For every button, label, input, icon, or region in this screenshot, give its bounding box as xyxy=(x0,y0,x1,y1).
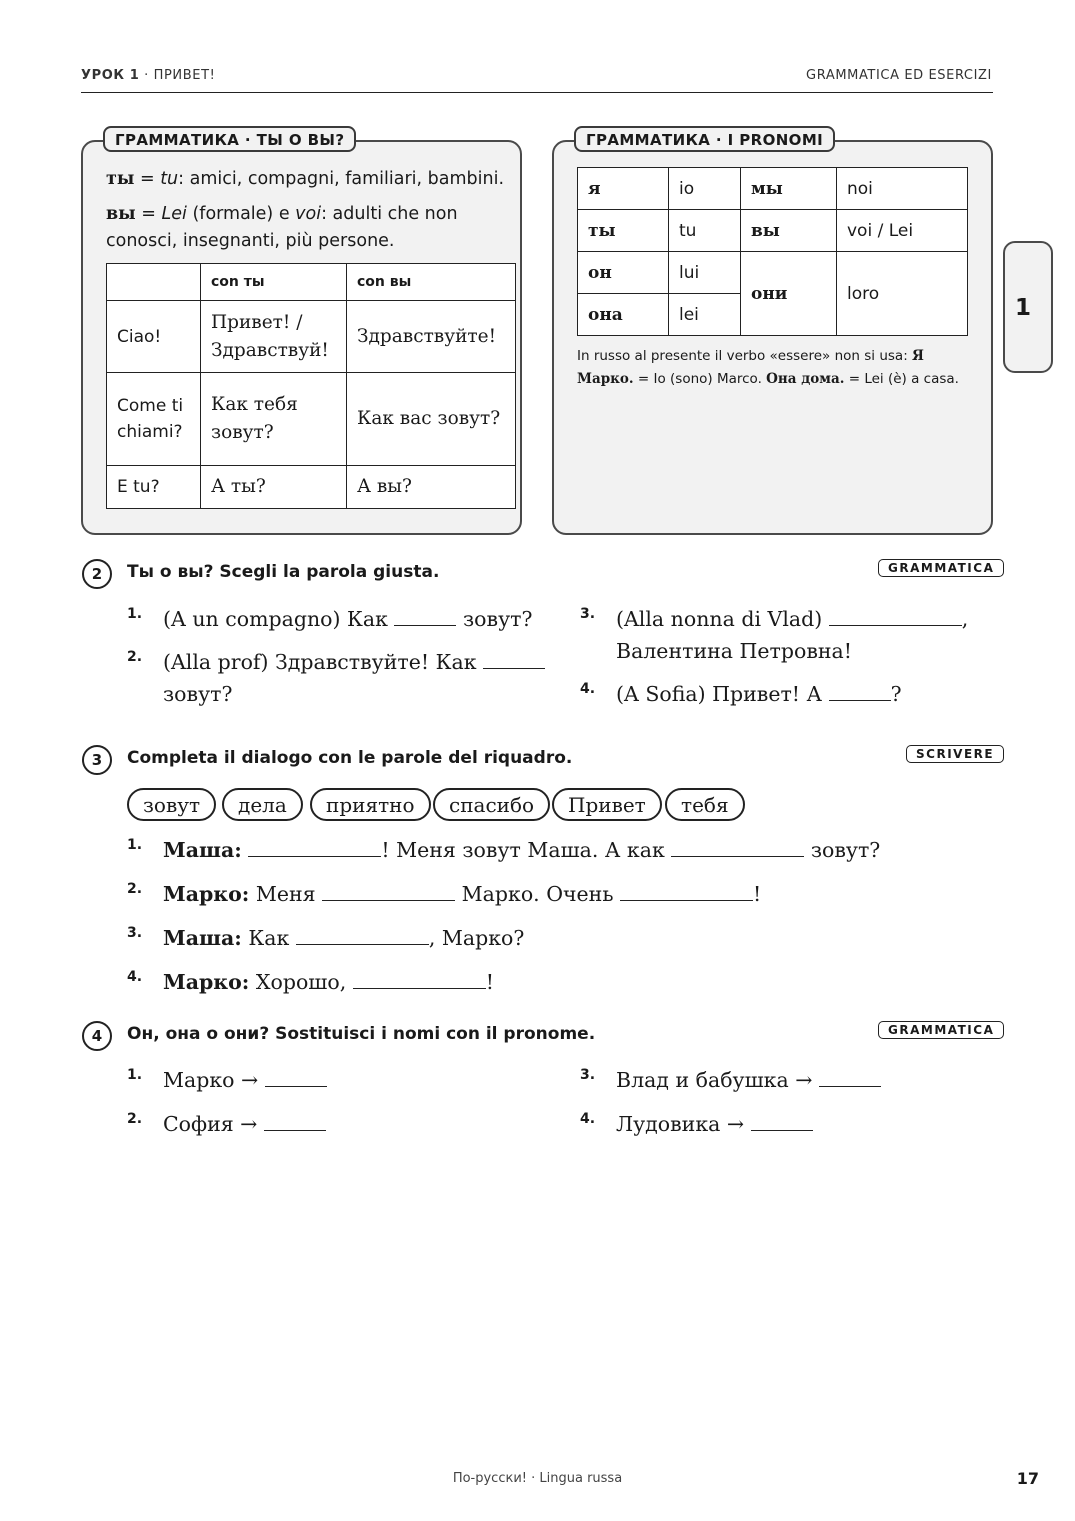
note-translation-1: = Io (sono) Marco. xyxy=(633,371,767,387)
exercise-3-number: 3 xyxy=(82,745,112,775)
answer-blank[interactable] xyxy=(829,682,891,701)
running-header-left xyxy=(81,68,215,83)
exercise-2-item-3 xyxy=(616,603,968,635)
footer-title: По-русски! · Lingua russa xyxy=(452,1471,623,1486)
lesson-label: УРОК 1 xyxy=(81,68,140,83)
exercise-3-item-3 xyxy=(163,922,524,954)
item-number: 3. xyxy=(580,606,596,622)
word-bank-item[interactable]: дела xyxy=(222,788,303,821)
answer-blank[interactable] xyxy=(751,1112,813,1131)
table-cell: я xyxy=(578,168,669,210)
exercise-2-item-1 xyxy=(163,603,532,635)
answer-blank[interactable] xyxy=(248,838,381,857)
word-bank-item[interactable]: тебя xyxy=(665,788,745,821)
word-bank-item[interactable]: спасибо xyxy=(433,788,550,821)
item-text: (A Sofia) Привет! А xyxy=(616,682,823,706)
item-text: Марко. Очень xyxy=(461,882,614,906)
vy-usage: : adulti che non conosci, insegnanti, più persone. xyxy=(106,204,458,251)
exercise-4-title: Он, она о они? Sostituisci i nomi con il pronome. xyxy=(127,1024,596,1044)
vy-word: вы xyxy=(106,204,136,224)
table-cell: lui xyxy=(669,252,741,294)
exercise-3-item-1 xyxy=(163,834,880,866)
table-header-cell: con вы xyxy=(347,264,516,301)
item-text: , xyxy=(961,607,969,631)
exercise-4-item-2 xyxy=(163,1108,326,1140)
exercise-4-badge: GRAMMATICA xyxy=(878,1021,1004,1039)
item-text: Меня xyxy=(255,882,316,906)
table-cell: Как вас зовут? xyxy=(347,373,516,466)
item-number: 3. xyxy=(580,1067,596,1083)
item-text: Как xyxy=(248,926,290,950)
speaker: Маша: xyxy=(163,838,242,862)
item-text: ! Меня зовут Маша. А как xyxy=(381,838,665,862)
item-text: Лудовика → xyxy=(616,1112,745,1136)
item-text: (Alla nonna di Vlad) xyxy=(616,607,823,631)
table-row xyxy=(578,210,968,252)
ty-italian: tu xyxy=(160,169,179,189)
vy-italian-voi: voi xyxy=(295,204,322,224)
exercise-4-item-1 xyxy=(163,1064,327,1096)
table-cell: Come ti chiami? xyxy=(107,373,201,466)
side-tab-number: 1 xyxy=(1015,295,1032,321)
item-number: 2. xyxy=(127,649,143,665)
answer-blank[interactable] xyxy=(483,650,545,669)
exercise-3-badge: SCRIVERE xyxy=(906,745,1004,763)
item-number: 4. xyxy=(580,1111,596,1127)
answer-blank[interactable] xyxy=(829,607,962,626)
vy-formal: (formale) e xyxy=(186,204,296,224)
speaker: Маша: xyxy=(163,926,242,950)
item-number: 2. xyxy=(127,1111,143,1127)
exercise-3-item-4 xyxy=(163,966,494,998)
header-rule xyxy=(81,92,993,93)
item-text: (Alla prof) Здравствуйте! Как xyxy=(163,650,477,674)
item-number: 4. xyxy=(127,969,143,985)
ty-definition xyxy=(106,166,506,193)
item-text: , Марко? xyxy=(428,926,525,950)
table-cell: Здравствуйте! xyxy=(347,301,516,373)
table-cell: Ciao! xyxy=(107,301,201,373)
table-cell: ты xyxy=(578,210,669,252)
exercise-2-item-2 xyxy=(163,646,545,678)
item-text: ! xyxy=(753,882,762,906)
item-number: 1. xyxy=(127,837,143,853)
item-text: ! xyxy=(485,970,494,994)
section-label: GRAMMATICA ED ESERCIZI xyxy=(806,68,992,83)
table-cell: А ты? xyxy=(201,466,347,509)
lesson-title: · ПРИВЕТ! xyxy=(144,68,216,83)
exercise-2-item-3-cont: Валентина Петровна! xyxy=(616,639,852,663)
exercise-4-number: 4 xyxy=(82,1021,112,1051)
speaker: Марко: xyxy=(163,882,250,906)
ty-word: ты xyxy=(106,169,135,189)
table-header-cell: con ты xyxy=(201,264,347,301)
word-bank-item[interactable]: приятно xyxy=(310,788,431,821)
word-bank-item[interactable]: зовут xyxy=(127,788,216,821)
word-bank-item[interactable]: Привет xyxy=(552,788,662,821)
item-text: зовут? xyxy=(463,607,533,631)
pronouns-table xyxy=(577,167,968,336)
item-text: Марко → xyxy=(163,1068,259,1092)
exercise-3-item-2 xyxy=(163,878,761,910)
item-number: 2. xyxy=(127,881,143,897)
item-text: ? xyxy=(890,682,902,706)
exercise-2-number: 2 xyxy=(82,559,112,589)
table-cell: вы xyxy=(741,210,837,252)
answer-blank[interactable] xyxy=(671,838,804,857)
exercise-4-item-4 xyxy=(616,1108,813,1140)
pronouns-note xyxy=(577,345,972,391)
equals: = xyxy=(135,204,162,224)
exercise-2-badge: GRAMMATICA xyxy=(878,559,1004,577)
item-text: (A un compagno) Как xyxy=(163,607,388,631)
lesson-side-tab xyxy=(1003,241,1053,373)
item-number: 3. xyxy=(127,925,143,941)
table-cell: tu xyxy=(669,210,741,252)
answer-blank[interactable] xyxy=(819,1068,881,1087)
table-row xyxy=(107,301,516,373)
answer-blank[interactable] xyxy=(265,1068,327,1087)
vy-italian-lei: Lei xyxy=(161,204,187,224)
exercise-2-item-2-cont: зовут? xyxy=(163,682,233,706)
item-text: зовут? xyxy=(810,838,881,862)
note-translation-2: = Lei (è) a casa. xyxy=(844,371,959,387)
table-cell: она xyxy=(578,294,669,336)
table-cell: Как тебя зовут? xyxy=(201,373,347,466)
item-text: Влад и бабушка → xyxy=(616,1068,813,1092)
table-row xyxy=(107,373,516,466)
exercise-3-title: Completa il dialogo con le parole del riquadro. xyxy=(127,748,573,768)
exercise-2-title: Ты о вы? Scegli la parola giusta. xyxy=(127,562,440,582)
grammar-box-pronomi-title: ГРАММАТИКА · I PRONOMI xyxy=(574,126,835,152)
page-number: 17 xyxy=(1016,1469,1039,1488)
table-cell: они xyxy=(741,252,837,336)
table-cell: он xyxy=(578,252,669,294)
grammar-box-ty-vy-title: ГРАММАТИКА · ТЫ О ВЫ? xyxy=(103,126,356,152)
table-cell: io xyxy=(669,168,741,210)
note-example-2: Она дома. xyxy=(766,371,845,387)
table-cell: voi / Lei xyxy=(837,210,968,252)
table-cell: мы xyxy=(741,168,837,210)
item-number: 1. xyxy=(127,606,143,622)
answer-blank[interactable] xyxy=(394,607,456,626)
exercise-2-item-4 xyxy=(616,678,902,710)
speaker: Марко: xyxy=(163,970,250,994)
table-cell: Привет! / Здравствуй! xyxy=(201,301,347,373)
item-number: 4. xyxy=(580,681,596,697)
equals: = xyxy=(134,169,161,189)
item-text: Хорошо, xyxy=(255,970,347,994)
table-row xyxy=(578,252,968,294)
exercise-4-item-3 xyxy=(616,1064,881,1096)
table-cell: noi xyxy=(837,168,968,210)
answer-blank[interactable] xyxy=(322,882,455,901)
table-header-row xyxy=(107,264,516,301)
item-text: София → xyxy=(163,1112,258,1136)
answer-blank[interactable] xyxy=(353,970,486,989)
table-row xyxy=(107,466,516,509)
table-cell: loro xyxy=(837,252,968,336)
table-cell: А вы? xyxy=(347,466,516,509)
item-number: 1. xyxy=(127,1067,143,1083)
ty-usage: : amici, compagni, familiari, bambini. xyxy=(178,169,505,189)
table-row xyxy=(578,168,968,210)
vy-definition xyxy=(106,201,506,255)
answer-blank[interactable] xyxy=(296,926,429,945)
table-cell: E tu? xyxy=(107,466,201,509)
note-example-1: Я Марко. xyxy=(577,348,924,387)
table-header-cell xyxy=(107,264,201,301)
answer-blank[interactable] xyxy=(264,1112,326,1131)
ty-vy-table xyxy=(106,263,516,509)
note-text: In russo al presente il verbo «essere» non si usa: xyxy=(577,348,913,364)
answer-blank[interactable] xyxy=(620,882,753,901)
table-cell: lei xyxy=(669,294,741,336)
